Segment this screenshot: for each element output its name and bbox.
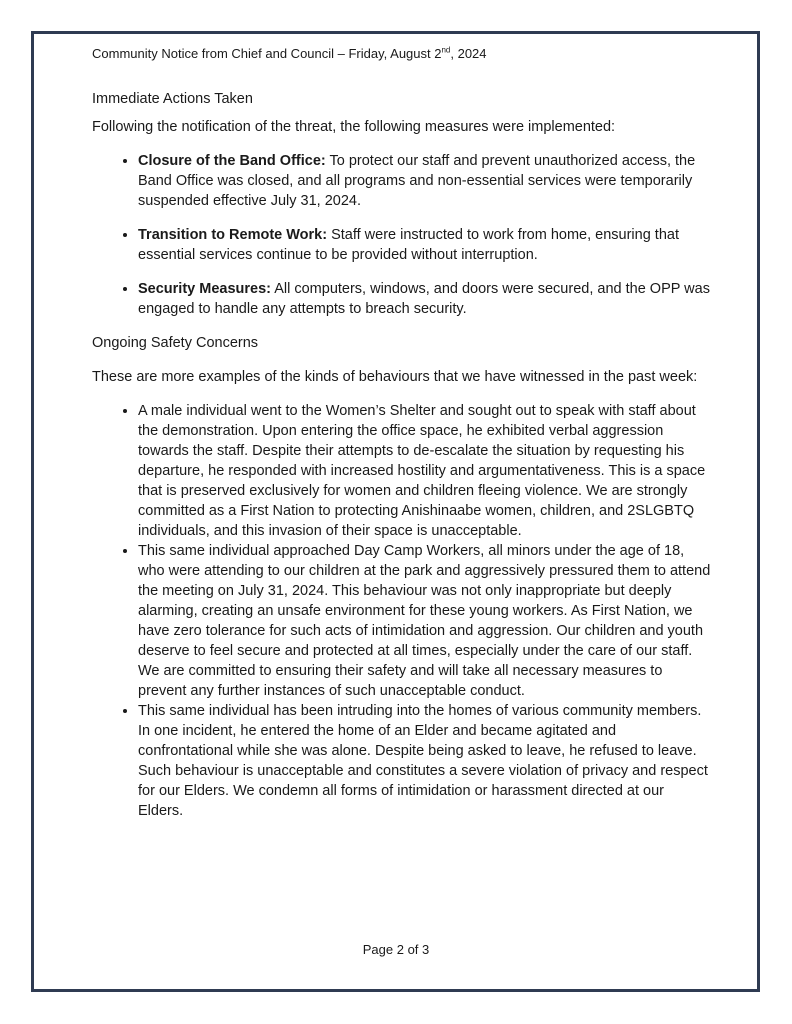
document-body bbox=[92, 45, 712, 821]
ongoing-concerns-heading: Ongoing Safety Concerns bbox=[92, 335, 259, 351]
list-item: • This same individual has been intruding into the homes of various community members. In one incident, he entered the home of an Elder and became agitated and confrontational while she was alone. Despite being asked to leave, he refused to leave. Such behaviour is unacceptable and constitutes a severe violation of privacy and respect for our Elders. We condemn all forms of intimidation or harassment directed at our Elders. bbox=[138, 701, 712, 821]
notice-header: Community Notice from Chief and Council – Friday, August 2nd, 2024 bbox=[92, 45, 487, 61]
list-item: • This same individual approached Day Camp Workers, all minors under the age of 18, who were attending to our children at the park and aggressively pressured them to attend the meeting on July 31, 2024. This behaviour was not only inappropriate but deeply alarming, creating an unsafe environment for these young workers. As First Nation, we have zero tolerance for such acts of intimidation and aggression. Our children and youth deserve to feel secure and protected at all times, especially under the care of our staff. We are committed to ensuring their safety and will take all necessary measures to prevent any further instances of such unacceptable conduct. bbox=[138, 541, 712, 701]
ongoing-concerns-list bbox=[92, 401, 712, 821]
list-item: • Security Measures: All computers, windows, and doors were secured, and the OPP was engaged to handle any attempts to breach security. bbox=[138, 279, 712, 319]
immediate-actions-heading: Immediate Actions Taken bbox=[92, 91, 253, 107]
immediate-actions-list bbox=[92, 151, 712, 319]
page-number: Page 2 of 3 bbox=[362, 942, 430, 957]
list-item: • Transition to Remote Work: Staff were instructed to work from home, ensuring that essential services continue to be provided without interruption. bbox=[138, 225, 712, 265]
ongoing-concerns-intro: These are more examples of the kinds of behaviours that we have witnessed in the past week: bbox=[92, 369, 698, 385]
list-item: • Closure of the Band Office: To protect our staff and prevent unauthorized access, the Band Office was closed, and all programs and non-essential services were temporarily suspended effective July 31, 2024. bbox=[138, 151, 712, 211]
immediate-actions-intro: Following the notification of the threat, the following measures were implemented: bbox=[92, 119, 616, 135]
list-item: • A male individual went to the Women’s Shelter and sought out to speak with staff about the demonstration. Upon entering the office space, he exhibited verbal aggression towards the staff. Despite their attempts to de-escalate the situation by requesting his departure, he responded with increased hostility and argumentativeness. This is a space that is preserved exclusively for women and children fleeing violence. We are strongly committed as a First Nation to protecting Anishinaabe women, children, and 2SLGBTQ individuals, and this invasion of their space is unacceptable. bbox=[138, 401, 712, 541]
